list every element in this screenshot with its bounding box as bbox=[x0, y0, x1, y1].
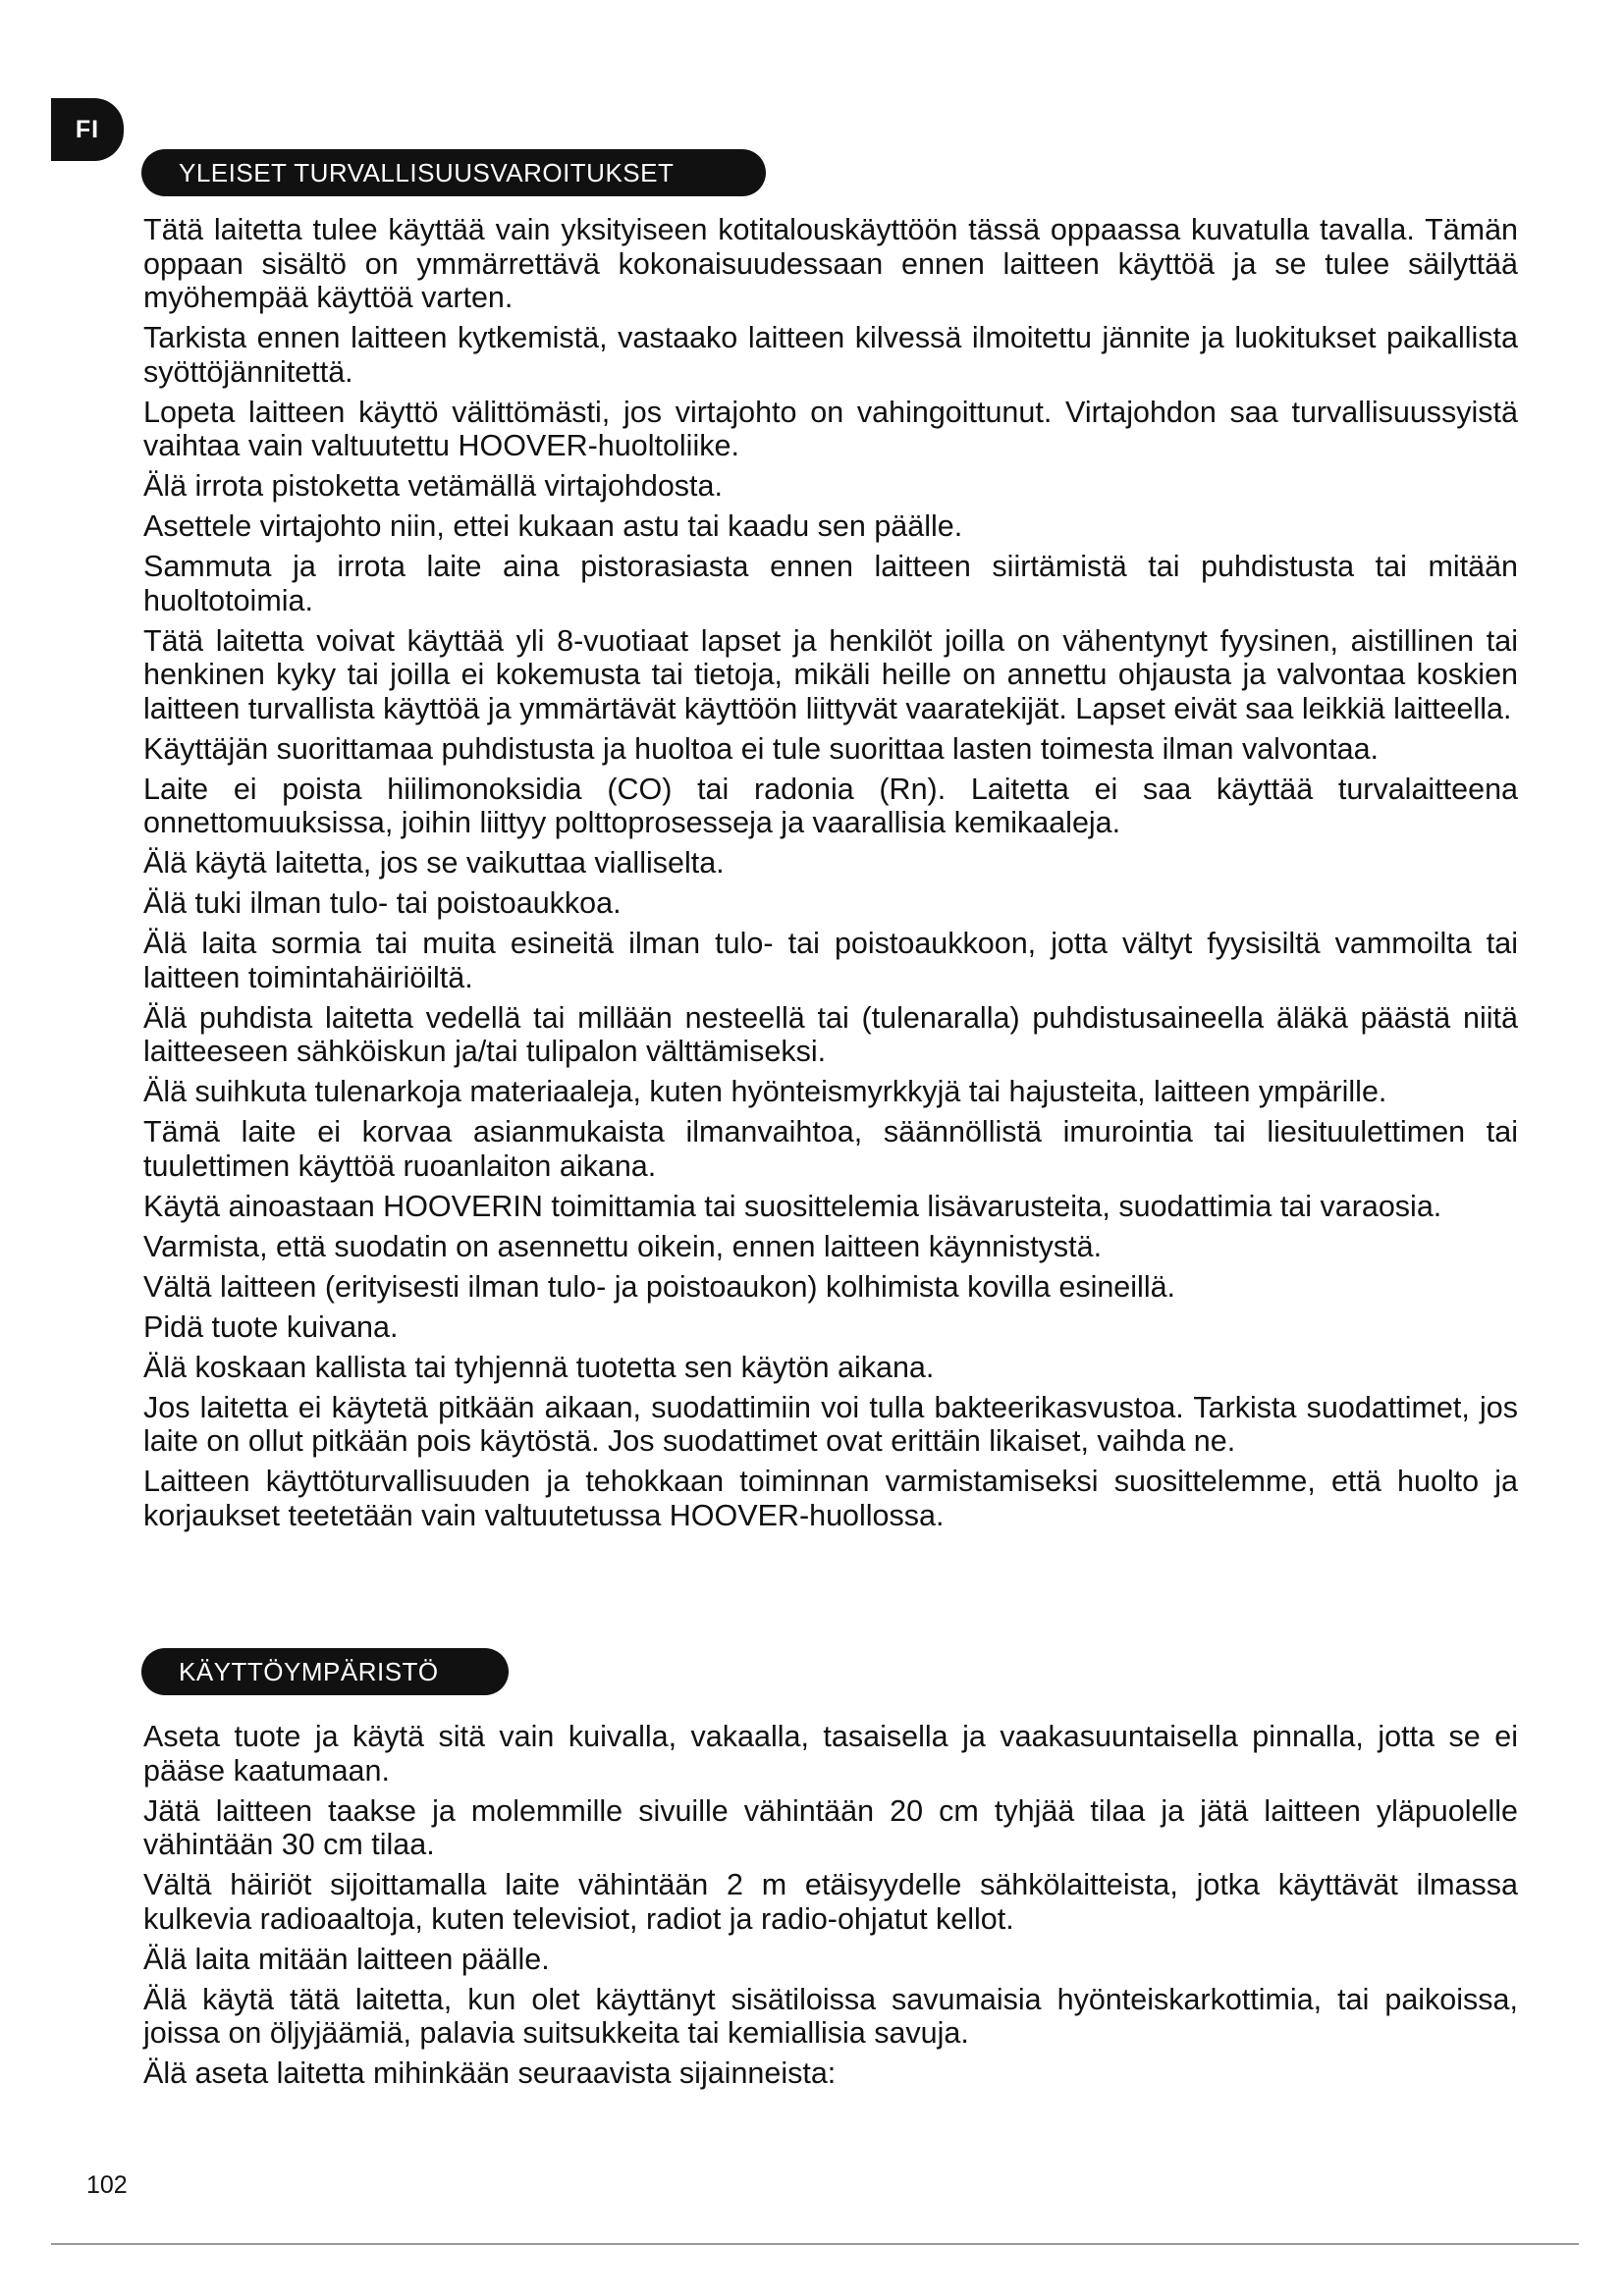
paragraph: Älä irrota pistoketta vetämällä virtajohdosta. bbox=[143, 469, 723, 503]
paragraph: Älä aseta laitetta mihinkään seuraavista sijainneista: bbox=[143, 2056, 837, 2090]
paragraph: Vältä häiriöt sijoittamalla laite vähintään 2 m etäisyydelle sähkölaitteista, jotka käyttävät ilmassa kulkevia radioaaltoja, kuten televisiot, radiot ja radio-ohjatut kellot. bbox=[143, 1868, 1518, 1936]
language-tab: FI bbox=[51, 98, 124, 161]
paragraph: Aseta tuote ja käytä sitä vain kuivalla, vakaalla, tasaisella ja vaakasuuntaisella pinnalla, jotta se ei pääse kaatumaan. bbox=[143, 1720, 1518, 1788]
paragraph: Älä suihkuta tulenarkoja materiaaleja, kuten hyönteismyrkkyjä tai hajusteita, laitteen ympärille. bbox=[143, 1075, 1387, 1108]
general-safety-text bbox=[143, 213, 1518, 1539]
page-number: 102 bbox=[86, 2171, 128, 2199]
paragraph: Tarkista ennen laitteen kytkemistä, vastaako laitteen kilvessä ilmoitettu jännite ja luokitukset paikallista syöttöjännitettä. bbox=[143, 321, 1518, 389]
paragraph: Älä puhdista laitetta vedellä tai millään nesteellä tai (tulenaralla) puhdistusaineella äläkä päästä niitä laitteeseen sähköiskun ja/tai tulipalon välttämiseksi. bbox=[143, 1000, 1518, 1068]
paragraph: Tätä laitetta voivat käyttää yli 8-vuotiaat lapset ja henkilöt joilla on vähentynyt fyysinen, aistillinen tai henkinen kyky tai joilla ei kokemusta tai tietoja, mikäli heille on annettu ohjausta ja valvontaa koskien laitteen turvallista käyttöä ja ymmärtävät käyttöön liittyvät vaaratekijät. Lapset eivät saa leikkiä laitteella. bbox=[143, 623, 1518, 725]
paragraph: Laitteen käyttöturvallisuuden ja tehokkaan toiminnan varmistamiseksi suosittelemme, että huolto ja korjaukset teetetään vain valtuutetussa HOOVER-huollossa. bbox=[143, 1465, 1518, 1532]
section-header-general-safety: YLEISET TURVALLISUUSVAROITUKSET bbox=[141, 149, 766, 196]
paragraph: Älä laita sormia tai muita esineitä ilman tulo- tai poistoaukkoon, jotta vältyt fyysisiltä vammoilta tai laitteen toimintahäiriöiltä. bbox=[143, 927, 1518, 994]
paragraph: Älä käytä tätä laitetta, kun olet käyttänyt sisätiloissa savumaisia hyönteiskarkottimia, tai paikoissa, joissa on öljyjäämiä, palavia suitsukkeita tai kemiallisia savuja. bbox=[143, 1982, 1518, 2050]
paragraph: Jos laitetta ei käytetä pitkään aikaan, suodattimiin voi tulla bakteerikasvustoa. Tarkista suodattimet, jos laite on ollut pitkään pois käytöstä. Jos suodattimet ovat erittäin likaiset, vaihda ne. bbox=[143, 1390, 1518, 1458]
paragraph: Pidä tuote kuivana. bbox=[143, 1309, 399, 1344]
paragraph: Älä koskaan kallista tai tyhjennä tuotetta sen käytön aikana. bbox=[143, 1350, 935, 1384]
paragraph: Käyttäjän suorittamaa puhdistusta ja huoltoa ei tule suorittaa lasten toimesta ilman valvontaa. bbox=[143, 731, 1380, 766]
paragraph: Laite ei poista hiilimonoksidia (CO) tai radonia (Rn). Laitetta ei saa käyttää turvalaitteena onnettomuuksissa, joihin liittyy polttoprosesseja ja vaarallisia kemikaaleja. bbox=[143, 772, 1518, 839]
section-header-environment: KÄYTTÖYMPÄRISTÖ bbox=[141, 1648, 509, 1695]
environment-text bbox=[143, 1720, 1518, 2097]
paragraph: Varmista, että suodatin on asennettu oikein, ennen laitteen käynnistystä. bbox=[143, 1229, 1103, 1263]
paragraph: Jätä laitteen taakse ja molemmille sivuille vähintään 20 cm tyhjää tilaa ja jätä laitteen yläpuolelle vähintään 30 cm tilaa. bbox=[143, 1793, 1518, 1861]
paragraph: Älä tuki ilman tulo- tai poistoaukkoa. bbox=[143, 886, 622, 920]
paragraph: Tätä laitetta tulee käyttää vain yksityiseen kotitalouskäyttöön tässä oppaassa kuvatulla tavalla. Tämän oppaan sisältö on ymmärrettävä kokonaisuudessaan ennen laitteen käyttöä ja se tulee säilyttää myöhempää käyttöä varten. bbox=[143, 213, 1518, 314]
paragraph: Sammuta ja irrota laite aina pistorasiasta ennen laitteen siirtämistä tai puhdistusta tai mitään huoltotoimia. bbox=[143, 550, 1518, 617]
paragraph: Tämä laite ei korvaa asianmukaista ilmanvaihtoa, säännöllistä imurointia tai liesituulettimen tai tuulettimen käyttöä ruoanlaiton aikana. bbox=[143, 1115, 1518, 1183]
paragraph: Älä laita mitään laitteen päälle. bbox=[143, 1942, 550, 1976]
paragraph: Käytä ainoastaan HOOVERIN toimittamia tai suosittelemia lisävarusteita, suodattimia tai varaosia. bbox=[143, 1189, 1442, 1223]
footer-divider bbox=[51, 2243, 1579, 2245]
paragraph: Lopeta laitteen käyttö välittömästi, jos virtajohto on vahingoittunut. Virtajohdon saa turvallisuussyistä vaihtaa vain valtuutettu HOOVER-huoltoliike. bbox=[143, 395, 1518, 462]
paragraph: Vältä laitteen (erityisesti ilman tulo- ja poistoaukon) kolhimista kovilla esineillä. bbox=[143, 1269, 1176, 1304]
paragraph: Asettele virtajohto niin, ettei kukaan astu tai kaadu sen päälle. bbox=[143, 509, 963, 543]
paragraph: Älä käytä laitetta, jos se vaikuttaa vialliselta. bbox=[143, 846, 725, 880]
